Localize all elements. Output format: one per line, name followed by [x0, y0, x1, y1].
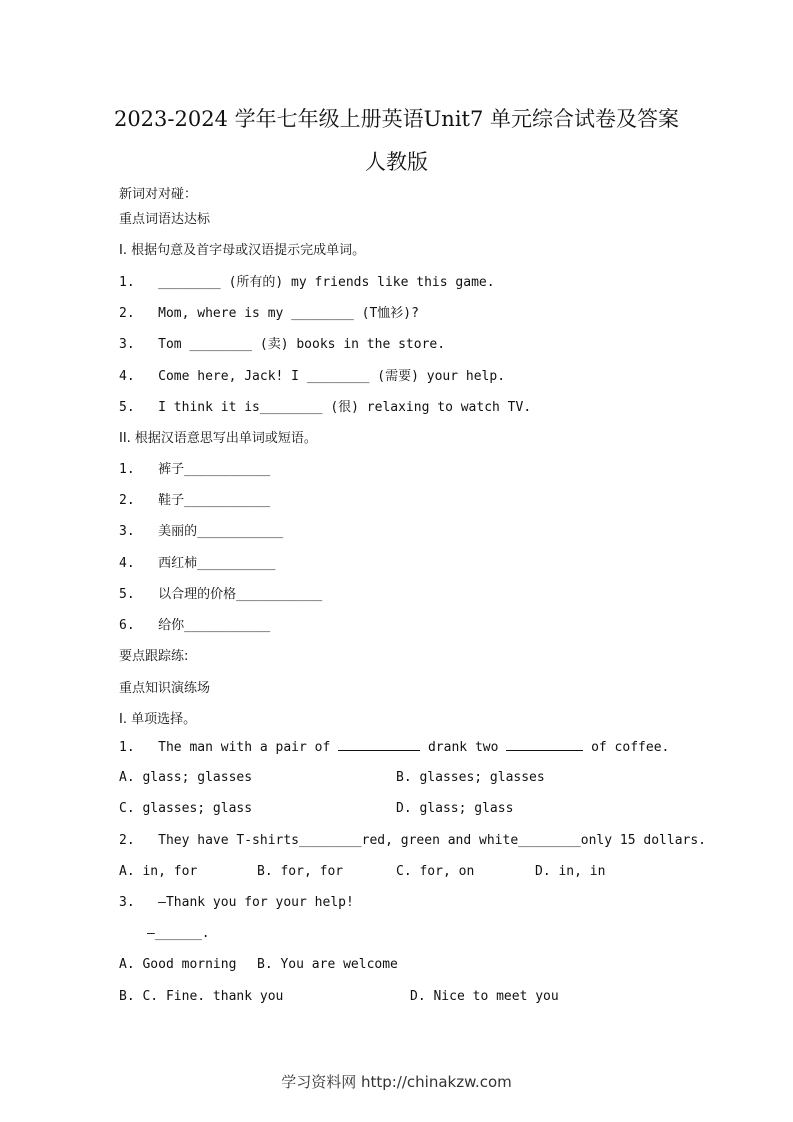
- question-1-post: of coffee.: [583, 740, 670, 755]
- document-subtitle: 人教版: [365, 150, 428, 174]
- question-3-option-a: A. Good morning: [119, 957, 237, 972]
- part1-title: I. 根据句意及首字母或汉语提示完成单词。: [119, 243, 366, 258]
- part3-title: I. 单项选择。: [119, 712, 197, 727]
- part2-item: 6. 给你___________: [119, 618, 271, 633]
- question-3-option-b: B. You are welcome: [257, 957, 398, 972]
- question-3: 3. —Thank you for your help!: [119, 895, 354, 910]
- question-2: 2. They have T-shirts________red, green and white________only 15 dollars.: [119, 833, 706, 848]
- blank-line: [338, 739, 420, 751]
- question-3-option-c: B. C. Fine. thank you: [119, 989, 284, 1004]
- question-2-option-b: B. for, for: [257, 864, 344, 879]
- section-practice: 重点知识演练场: [119, 681, 211, 696]
- footer-watermark: 学习资料网 http://chinakzw.com: [281, 1073, 512, 1091]
- part2-title: II. 根据汉语意思写出单词或短语。: [119, 431, 317, 446]
- blank-line: [506, 739, 583, 751]
- question-2-option-c: C. for, on: [396, 864, 475, 879]
- question-2-option-d: D. in, in: [535, 864, 606, 879]
- question-3-reply: —______.: [147, 926, 210, 941]
- part2-item: 2. 鞋子___________: [119, 493, 271, 508]
- document-title: 2023-2024 学年七年级上册英语Unit7 单元综合试卷及答案: [113, 107, 680, 131]
- question-1-pre: 1. The man with a pair of: [119, 740, 339, 755]
- question-1-option-c: C. glasses; glass: [119, 801, 253, 816]
- section-key-words: 重点词语达达标: [119, 212, 211, 227]
- question-1-option-a: A. glass; glasses: [119, 770, 253, 785]
- section-new-words: 新词对对碰：: [119, 187, 198, 202]
- part1-item: 1. ________ (所有的) my friends like this game.: [119, 275, 495, 290]
- part1-item: 4. Come here, Jack! I ________ (需要) your help.: [119, 369, 506, 384]
- question-2-option-a: A. in, for: [119, 864, 198, 879]
- question-1-mid: drank two: [420, 740, 507, 755]
- section-key-points: 要点跟踪练:: [119, 649, 189, 664]
- part2-item: 1. 裤子___________: [119, 462, 271, 477]
- part2-item: 5. 以合理的价格___________: [119, 587, 323, 602]
- part1-item: 2. Mom, where is my ________ (T恤衫)?: [119, 306, 419, 321]
- question-1-option-b: B. glasses; glasses: [396, 770, 545, 785]
- part2-item: 4. 西红柿__________: [119, 556, 276, 571]
- part1-item: 3. Tom ________ (卖) books in the store.: [119, 337, 446, 352]
- part2-item: 3. 美丽的___________: [119, 524, 284, 539]
- question-1-option-d: D. glass; glass: [396, 801, 514, 816]
- question-3-option-d: D. Nice to meet you: [410, 989, 559, 1004]
- question-1: [119, 739, 669, 755]
- part1-item: 5. I think it is________ (很) relaxing to watch TV.: [119, 400, 532, 415]
